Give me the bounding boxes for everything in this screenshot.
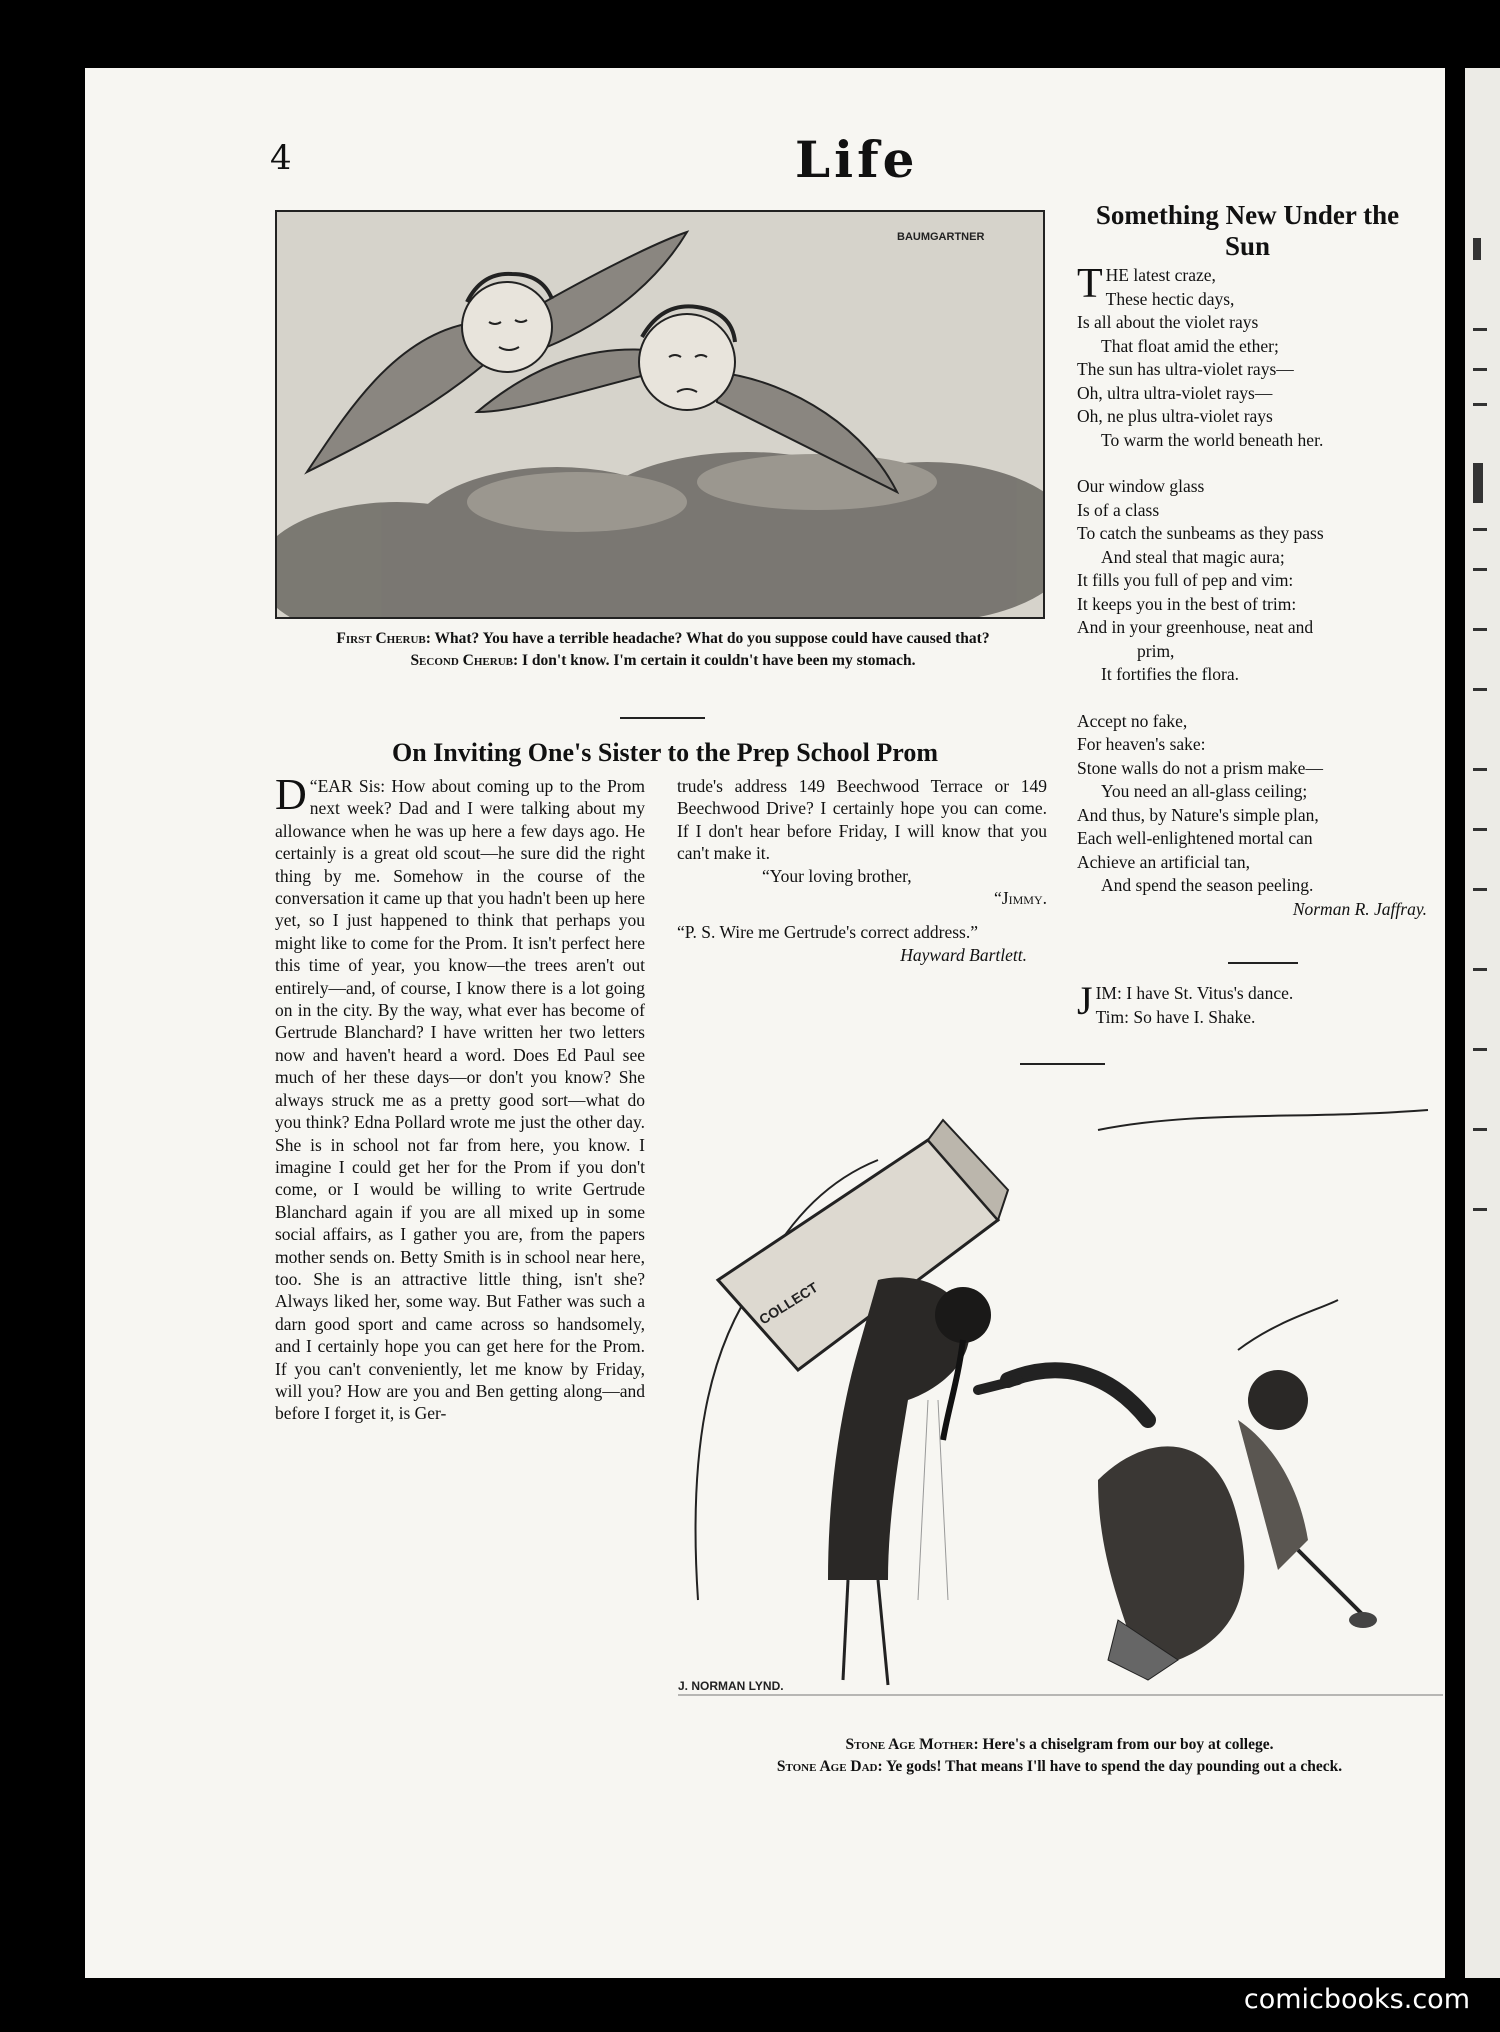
poem-line: And steal that magic aura; [1101, 546, 1285, 567]
cartoon2-signature: J. NORMAN LYND. [678, 1679, 784, 1693]
poem-line: And thus, by Nature's simple plan, [1077, 804, 1319, 825]
article-title: On Inviting One's Sister to the Prep School Prom [391, 738, 939, 767]
cherub-illustration [277, 212, 1043, 617]
poem-line: prim, [1137, 640, 1175, 661]
slab-text: COLLECT [756, 1278, 821, 1328]
poem-line: It fills you full of pep and vim: [1077, 570, 1294, 590]
cherub-caption [278, 628, 1048, 672]
poem-line: It fortifies the flora. [1101, 664, 1240, 684]
poem-line: Is of a class [1077, 499, 1160, 520]
page-number: 4 [270, 138, 292, 178]
poem-line: Stone walls do not a prism make— [1077, 757, 1323, 778]
caption-speaker: Stone Age Dad [776, 1758, 878, 1775]
adjacent-page-edge [1465, 68, 1500, 1978]
poem-line: For heaven's sake: [1077, 734, 1206, 754]
joke [1077, 978, 1437, 1029]
article-text-col2: trude's address 149 Beechwood Terrace or 149 Beechwood Drive? I certainly hope you can come. If I don't hear before Friday, I will know that you can't make it. [677, 776, 1047, 864]
poem-line: It keeps you in the best of trim: [1077, 593, 1297, 614]
poem-line: The sun has ultra-violet rays— [1077, 359, 1294, 379]
poem-line: HE latest craze, [1105, 265, 1216, 285]
joke-line-1: IM: I have St. Vitus's dance. [1095, 983, 1294, 1003]
cartoon1-signature: BAUMGARTNER [897, 231, 985, 243]
caption-speaker: First Cherub [336, 630, 426, 647]
article-text-col1: EAR Sis: How about coming up to the Prom next week? Dad and I were talking about my allowance when he was up here a few days ago. He certainly is a great old scout—he sure did the right thing by me. Somehow in the course of the conversation it came up that you hadn't been up here yet, so I just happened to think that perhaps you might like to come for the Prom. It isn't perfect here this time of year, you know—the trees aren't out entirely—and, of course, I know there is a lot going on in the city. By the way, what ever has become of Gertrude Blanchard? I have written her two letters now and haven't heard a word. Does Ed Paul see much of her these days—or don't you know? She always struck me as a pretty good sort—what do you think? Edna Pollard wrote me just the other day. She is in school not far from here, you know. I imagine I could get her for the Prom if you don't come, or I would be willing to write Gertrude Blanchard again if you are all mixed up in some social affairs, as I gather you are, from the papers mother sends on. Betty Smith is in school near here, too. She is an attractive little thing, isn't she? Always liked her, some way. But Father was such a darn good sport and came across so handsomely, and I certainly hope you can get here for the Prom. If you can't conveniently, let me know by Friday, will you? How are you and Ben getting along—and before I forget it, is Ger- [275, 776, 645, 1424]
poem-title: Something New Under the Sun [1095, 200, 1400, 261]
caption-speaker: Stone Age Mother [845, 1736, 974, 1753]
caption-text: : Ye gods! That means I'll have to spend the day pounding out a check. [877, 1758, 1343, 1775]
caption-text: : Here's a chiselgram from our boy at college. [973, 1736, 1274, 1753]
divider-rule [1020, 1063, 1105, 1065]
article-postscript: “P. S. Wire me Gertrude's correct address.” [677, 922, 978, 943]
poem-line: And in your greenhouse, neat and [1077, 617, 1314, 637]
poem-stanza-2 [1077, 475, 1437, 687]
caption-speaker: Second Cherub [410, 652, 513, 669]
poem-line: And spend the season peeling. [1101, 875, 1314, 895]
stone-age-caption [672, 1734, 1447, 1778]
article-column-1 [275, 770, 645, 1425]
poem-line: To warm the world beneath her. [1101, 429, 1324, 450]
poem-line: Achieve an artificial tan, [1077, 851, 1250, 872]
poem-line: Oh, ultra ultra-violet rays— [1077, 382, 1273, 403]
cherub-cartoon [275, 210, 1045, 619]
poem-line: To catch the sunbeams as they pass [1077, 523, 1324, 543]
stone-age-illustration [678, 1100, 1443, 1725]
poem-dropcap: T [1077, 261, 1103, 307]
poem-stanza-1 [1077, 261, 1437, 452]
poem-line: That float amid the ether; [1101, 335, 1279, 356]
joke-dropcap: J [1077, 978, 1093, 1023]
article-column-2 [677, 775, 1047, 966]
poem-author: Norman R. Jaffray. [1292, 898, 1427, 919]
open-quote: “ [309, 776, 318, 796]
poem-line: Accept no fake, [1077, 710, 1188, 731]
article-author: Hayward Bartlett. [900, 944, 1027, 965]
poem-line: These hectic days, [1105, 288, 1235, 309]
site-watermark: comicbooks.com [1243, 1984, 1470, 2015]
stone-age-cartoon [678, 1100, 1443, 1725]
article-dropcap: D [275, 770, 307, 819]
poem-line: Our window glass [1077, 476, 1205, 496]
joke-line-2: Tim: So have I. Shake. [1095, 1006, 1256, 1027]
article-signoff: “Jimmy. [994, 888, 1047, 909]
caption-text: : I don't know. I'm certain it couldn't have been my stomach. [512, 652, 916, 669]
masthead: Life [795, 130, 919, 189]
poem-body [1077, 261, 1437, 921]
divider-rule [620, 717, 705, 719]
poem-line: You need an all-glass ceiling; [1101, 781, 1308, 801]
caption-text: : What? You have a terrible headache? What do you suppose could have caused that? [425, 630, 990, 647]
article-closing: “Your loving brother, [762, 865, 912, 886]
poem-line: Oh, ne plus ultra-violet rays [1077, 406, 1273, 426]
poem-line: Each well-enlightened mortal can [1077, 828, 1313, 848]
divider-rule [1228, 962, 1298, 964]
poem-line: Is all about the violet rays [1077, 312, 1259, 332]
poem-stanza-3 [1077, 710, 1437, 898]
